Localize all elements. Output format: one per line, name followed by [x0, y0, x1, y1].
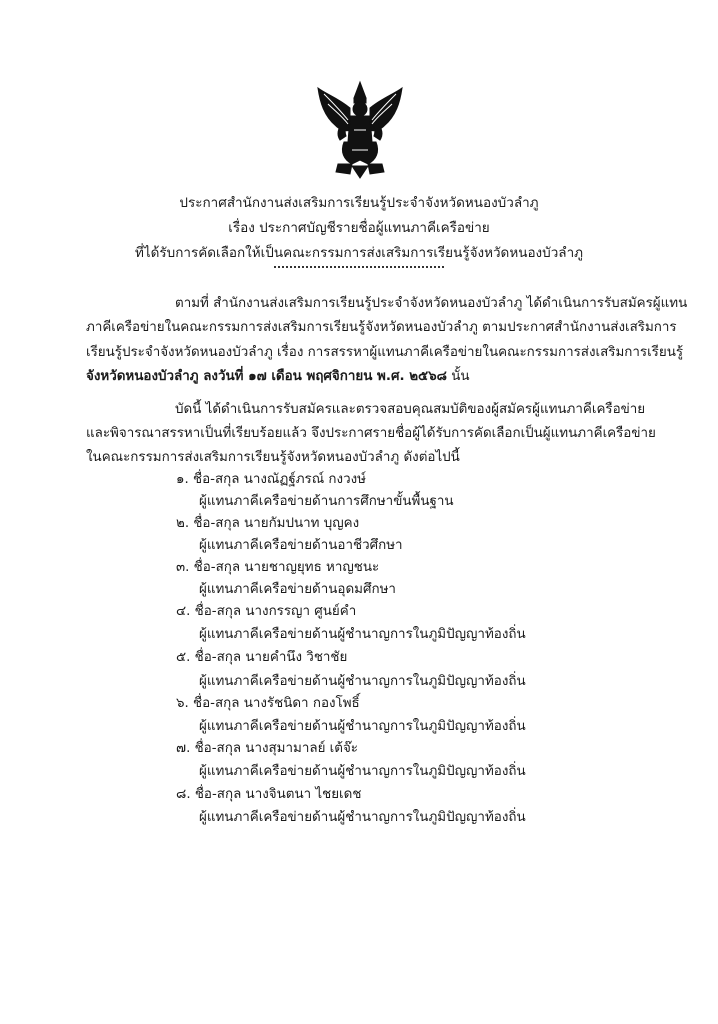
paragraph-2-line-2: และพิจารณาสรรหาเป็นที่เรียบร้อยแล้ว จึงประกาศรายชื่อผู้ได้รับการคัดเลือกเป็นผู้แทนภาคีเครือข่าย — [86, 426, 656, 441]
paragraph-1-line-4 — [86, 367, 470, 387]
nominee-role: ผู้แทนภาคีเครือข่ายด้านผู้ชำนาญการในภูมิปัญญาท้องถิ่น — [199, 627, 526, 642]
nominee-role: ผู้แทนภาคีเครือข่ายด้านผู้ชำนาญการในภูมิปัญญาท้องถิ่น — [199, 674, 526, 689]
announcement-subject-line: เรื่อง ประกาศบัญชีรายชื่อผู้แทนภาคีเครือข่าย — [228, 220, 490, 236]
nominee-name: ๘. ชื่อ-สกุล นางจินตนา ไชยเดช — [176, 787, 362, 802]
paragraph-1-line-1: ตามที่ สำนักงานส่งเสริมการเรียนรู้ประจำจังหวัดหนองบัวลำภู ได้ดำเนินการรับสมัครผู้แทน — [175, 296, 688, 311]
paragraph-1-tail: นั้น — [447, 369, 470, 384]
nominee-name: ๓. ชื่อ-สกุล นายชาญยุทธ หาญชนะ — [176, 560, 380, 575]
nominee-role: ผู้แทนภาคีเครือข่ายด้านผู้ชำนาญการในภูมิปัญญาท้องถิ่น — [199, 764, 526, 779]
dotted-separator — [274, 266, 444, 268]
nominee-role: ผู้แทนภาคีเครือข่ายด้านผู้ชำนาญการในภูมิปัญญาท้องถิ่น — [199, 719, 526, 734]
nominee-role: ผู้แทนภาคีเครือข่ายด้านการศึกษาขั้นพื้นฐาน — [199, 494, 454, 509]
nominee-name: ๔. ชื่อ-สกุล นางกรรญา ศูนย์คำ — [176, 604, 357, 619]
nominee-name: ๒. ชื่อ-สกุล นายกัมปนาท บุญคง — [176, 516, 360, 531]
nominee-name: ๗. ชื่อ-สกุล นางสุมามาลย์ เต้จ๊ะ — [176, 741, 358, 756]
nominee-role: ผู้แทนภาคีเครือข่ายด้านอาชีวศึกษา — [199, 538, 403, 553]
nominee-role: ผู้แทนภาคีเครือข่ายด้านอุดมศึกษา — [199, 582, 396, 597]
announcement-title-line-3: ที่ได้รับการคัดเลือกให้เป็นคณะกรรมการส่งเสริมการเรียนรู้จังหวัดหนองบัวลำภู — [134, 245, 584, 261]
nominee-role: ผู้แทนภาคีเครือข่ายด้านผู้ชำนาญการในภูมิปัญญาท้องถิ่น — [199, 810, 526, 825]
garuda-emblem — [314, 80, 406, 180]
nominee-name: ๕. ชื่อ-สกุล นายคำนึง วิชาชัย — [176, 650, 348, 665]
paragraph-1-line-2: ภาคีเครือข่ายในคณะกรรมการส่งเสริมการเรียนรู้จังหวัดหนองบัวลำภู ตามประกาศสำนักงานส่งเสริมการ — [86, 320, 677, 335]
paragraph-2-line-1: บัดนี้ ได้ดำเนินการรับสมัครและตรวจสอบคุณสมบัติของผู้สมัครผู้แทนภาคีเครือข่าย — [175, 402, 646, 417]
nominee-name: ๑. ชื่อ-สกุล นางณัฏฐ์ภรณ์ กงวงษ์ — [176, 472, 366, 487]
nominee-name: ๖. ชื่อ-สกุล นางรัชนิดา กองโพธิ์ — [176, 696, 360, 711]
paragraph-1-line-3: เรียนรู้ประจำจังหวัดหนองบัวลำภู เรื่อง การสรรหาผู้แทนภาคีเครือข่ายในคณะกรรมการส่งเสริมการเรียนรู้ — [86, 345, 684, 360]
announcement-date: จังหวัดหนองบัวลำภู ลงวันที่ ๑๗ เดือน พฤศจิกายน พ.ศ. ๒๕๖๘ — [86, 369, 448, 384]
announcement-title-line-1: ประกาศสำนักงานส่งเสริมการเรียนรู้ประจำจังหวัดหนองบัวลำภู — [179, 195, 539, 211]
paragraph-2-line-3: ในคณะกรรมการส่งเสริมการเรียนรู้จังหวัดหนองบัวลำภู ดังต่อไปนี้ — [86, 450, 460, 465]
